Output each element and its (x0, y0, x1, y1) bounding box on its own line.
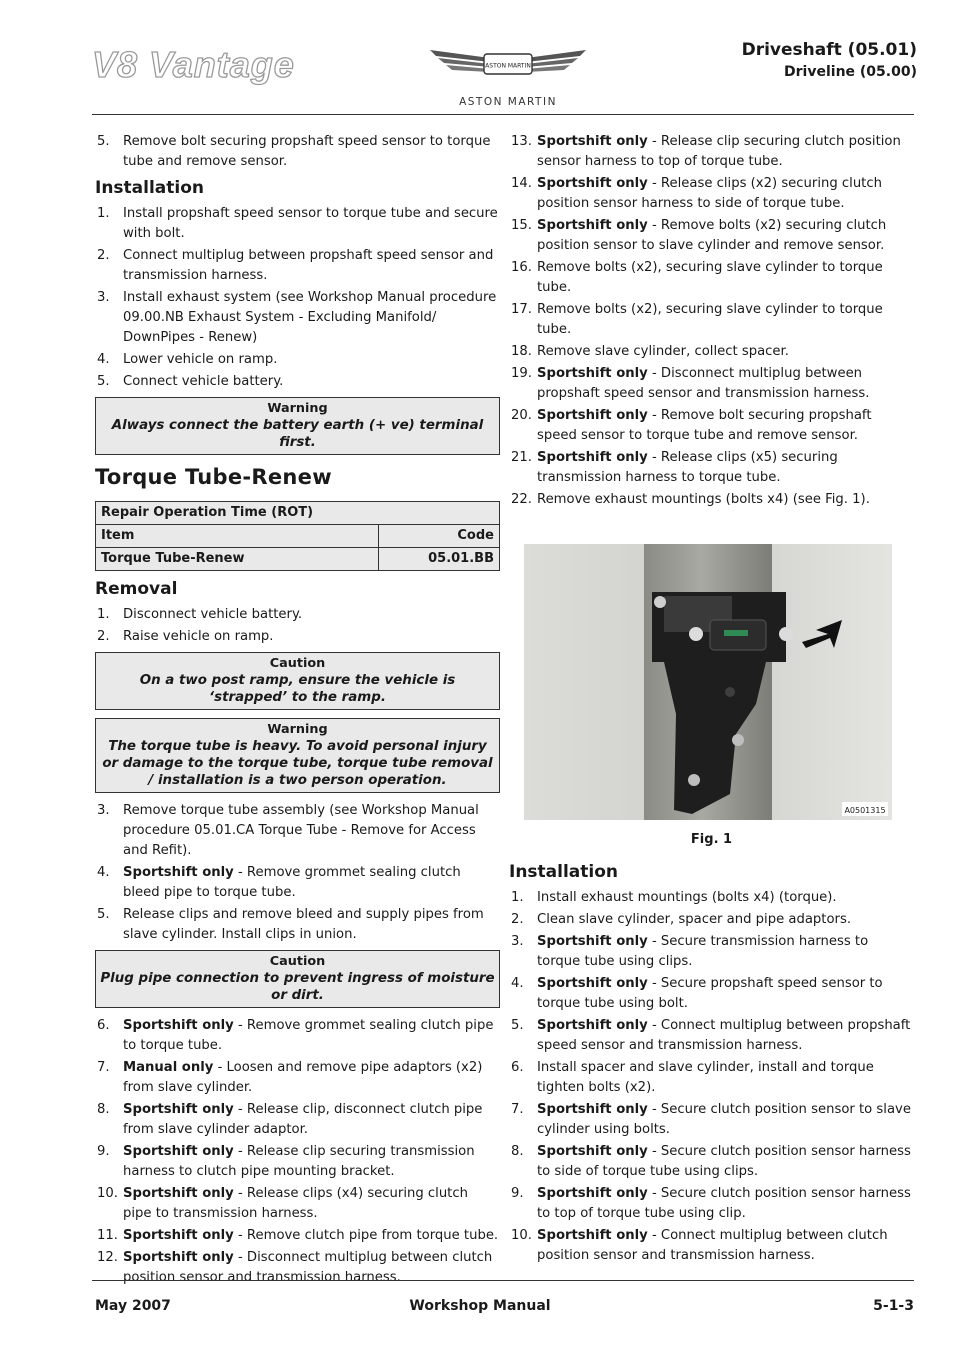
list-item (95, 605, 500, 625)
step-qualifier: Sportshift only (537, 934, 648, 949)
step-text: Install exhaust system (see Workshop Manual procedure 09.00.NB Exhaust System - Excluding Manifold/ DownPipes - Renew) (123, 290, 497, 345)
step-number: 1. (511, 890, 524, 905)
step-number: 10. (97, 1186, 118, 1201)
step-text: - Release clip securing transmission harness to clutch pipe mounting bracket. (123, 1144, 475, 1179)
step-number: 11. (97, 1228, 118, 1243)
wings-icon (428, 40, 588, 94)
step-qualifier: Sportshift only (537, 450, 648, 465)
box-title: Warning (267, 401, 328, 416)
table-cell: Torque Tube-Renew (96, 548, 379, 571)
step-number: 4. (97, 352, 110, 367)
step-text: Remove exhaust mountings (bolts x4) (see Fig. 1). (537, 492, 870, 507)
step-number: 17. (511, 302, 532, 317)
list-item (95, 863, 500, 903)
table-row (96, 525, 500, 548)
step-text: - Remove grommet sealing clutch pipe to torque tube. (123, 1018, 494, 1053)
step-number: 9. (511, 1186, 524, 1201)
list-item (509, 490, 914, 510)
step-text: - Disconnect multiplug between clutch position sensor and transmission harness. (123, 1250, 493, 1285)
subsection-title: Driveline (05.00) (784, 64, 917, 80)
caution-box (95, 950, 500, 1008)
list-item (509, 1226, 914, 1266)
step-text: - Release clips (x4) securing clutch pipe to transmission harness. (123, 1186, 468, 1221)
step-qualifier: Sportshift only (537, 976, 648, 991)
step-qualifier: Sportshift only (123, 865, 234, 880)
table-cell: Item (96, 525, 379, 548)
section-heading: Removal (95, 579, 178, 599)
list-item (509, 258, 914, 298)
section-heading: Installation (95, 178, 205, 198)
step-qualifier: Sportshift only (537, 1102, 648, 1117)
step-text: Install spacer and slave cylinder, install and torque tighten bolts (x2). (537, 1060, 874, 1095)
box-body: Plug pipe connection to prevent ingress of moisture or dirt. (100, 971, 495, 1003)
step-text: - Remove clutch pipe from torque tube. (233, 1228, 499, 1243)
step-number: 13. (511, 134, 532, 149)
step-text: Install propshaft speed sensor to torque tube and secure with bolt. (123, 206, 498, 241)
step-list (95, 605, 500, 647)
list-item (95, 905, 500, 945)
step-list (95, 132, 500, 172)
caution-box (95, 652, 500, 710)
page-header (0, 0, 960, 115)
step-number: 5. (97, 374, 110, 389)
step-text: Raise vehicle on ramp. (123, 629, 274, 644)
list-item (509, 888, 914, 908)
step-text: - Release clip, disconnect clutch pipe from slave cylinder adaptor. (123, 1102, 483, 1137)
step-list (509, 888, 914, 1266)
step-text: Connect multiplug between propshaft speed sensor and transmission harness. (123, 248, 494, 283)
step-qualifier: Sportshift only (123, 1250, 234, 1265)
step-number: 8. (97, 1102, 110, 1117)
step-list (95, 204, 500, 392)
step-number: 1. (97, 607, 110, 622)
step-qualifier: Manual only (123, 1060, 214, 1075)
list-item (509, 1184, 914, 1224)
brand-logo (428, 40, 588, 108)
step-text: - Connect multiplug between clutch position sensor and transmission harness. (537, 1228, 888, 1263)
step-qualifier: Sportshift only (123, 1228, 234, 1243)
step-number: 19. (511, 366, 532, 381)
list-item (509, 1058, 914, 1098)
step-text: Release clips and remove bleed and supply pipes from slave cylinder. Install clips in union. (123, 907, 484, 942)
step-text: Remove torque tube assembly (see Workshop Manual procedure 05.01.CA Torque Tube - Remove for Access and Refit). (123, 803, 479, 858)
warning-box (95, 397, 500, 455)
table-cell: Code (379, 525, 500, 548)
step-text: - Remove bolt securing propshaft speed sensor to torque tube and remove sensor. (537, 408, 872, 443)
list-item (509, 1016, 914, 1056)
step-text: Connect vehicle battery. (123, 374, 284, 389)
right-column (509, 132, 914, 1268)
step-number: 2. (97, 629, 110, 644)
step-number: 2. (511, 912, 524, 927)
step-number: 8. (511, 1144, 524, 1159)
step-text: Disconnect vehicle battery. (123, 607, 303, 622)
step-qualifier: Sportshift only (537, 1018, 648, 1033)
section-heading: Installation (509, 862, 619, 882)
step-number: 21. (511, 450, 532, 465)
step-number: 6. (511, 1060, 524, 1075)
step-qualifier: Sportshift only (123, 1102, 234, 1117)
list-item (95, 132, 500, 172)
step-number: 4. (511, 976, 524, 991)
step-number: 7. (511, 1102, 524, 1117)
step-list (95, 1016, 500, 1288)
list-item (509, 132, 914, 172)
step-number: 5. (511, 1018, 524, 1033)
brand-name: ASTON MARTIN (459, 96, 557, 108)
footer-manual: Workshop Manual (409, 1298, 551, 1314)
section-title: Driveshaft (05.01) (741, 40, 917, 60)
step-qualifier: Sportshift only (123, 1144, 234, 1159)
figure-code: A0501315 (844, 806, 886, 815)
step-number: 5. (97, 134, 110, 149)
model-logo: V8 Vantage (92, 44, 295, 85)
step-qualifier: Sportshift only (537, 408, 648, 423)
step-number: 1. (97, 206, 110, 221)
step-qualifier: Sportshift only (537, 134, 648, 149)
list-item (95, 1142, 500, 1182)
list-item (95, 1184, 500, 1224)
list-item (95, 1016, 500, 1056)
step-qualifier: Sportshift only (537, 1144, 648, 1159)
list-item (95, 288, 500, 348)
step-number: 9. (97, 1144, 110, 1159)
header-divider (92, 114, 914, 115)
step-text: - Secure clutch position sensor harness to top of torque tube using clip. (537, 1186, 911, 1221)
step-text: - Secure clutch position sensor to slave cylinder using bolts. (537, 1102, 911, 1137)
list-item (509, 364, 914, 404)
step-qualifier: Sportshift only (537, 218, 648, 233)
step-list (509, 132, 914, 510)
list-item (509, 1100, 914, 1140)
step-number: 20. (511, 408, 532, 423)
box-title: Caution (269, 954, 326, 969)
table-row (96, 502, 500, 525)
list-item (509, 216, 914, 256)
step-text: Clean slave cylinder, spacer and pipe adaptors. (537, 912, 852, 927)
step-number: 10. (511, 1228, 532, 1243)
step-number: 6. (97, 1018, 110, 1033)
box-body: On a two post ramp, ensure the vehicle is ‘strapped’ to the ramp. (139, 673, 456, 705)
step-number: 3. (97, 290, 110, 305)
step-number: 5. (97, 907, 110, 922)
step-qualifier: Sportshift only (537, 176, 648, 191)
list-item (95, 1248, 500, 1288)
rot-table (95, 501, 500, 571)
footer-divider (92, 1280, 914, 1281)
step-text: - Release clips (x5) securing transmission harness to torque tube. (537, 450, 838, 485)
step-text: Install exhaust mountings (bolts x4) (torque). (537, 890, 837, 905)
step-text: - Disconnect multiplug between propshaft speed sensor and transmission harness. (537, 366, 870, 401)
step-text: Remove slave cylinder, collect spacer. (537, 344, 789, 359)
list-item (509, 406, 914, 446)
box-body: Always connect the battery earth (+ ve) terminal first. (111, 418, 484, 450)
step-number: 14. (511, 176, 532, 191)
box-title: Warning (267, 722, 328, 737)
list-item (95, 1100, 500, 1140)
step-number: 18. (511, 344, 532, 359)
step-qualifier: Sportshift only (537, 1186, 648, 1201)
step-text: Lower vehicle on ramp. (123, 352, 278, 367)
box-body: The torque tube is heavy. To avoid personal injury or damage to the torque tube, torque tube removal / installation is a two person operation. (102, 739, 493, 788)
warning-box (95, 718, 500, 793)
step-text: - Connect multiplug between propshaft speed sensor and transmission harness. (537, 1018, 911, 1053)
step-text: - Remove grommet sealing clutch bleed pipe to torque tube. (123, 865, 461, 900)
list-item (509, 974, 914, 1014)
list-item (95, 204, 500, 244)
step-text: - Remove bolts (x2) securing clutch position sensor to slave cylinder and remove sensor. (537, 218, 887, 253)
step-number: 2. (97, 248, 110, 263)
list-item (509, 448, 914, 488)
list-item (95, 801, 500, 861)
step-list (95, 801, 500, 945)
list-item (95, 350, 500, 370)
step-number: 22. (511, 492, 532, 507)
footer-page: 5-1-3 (873, 1298, 914, 1314)
list-item (95, 627, 500, 647)
list-item (509, 1142, 914, 1182)
exhaust-mounting-illustration (524, 544, 892, 820)
step-text: Remove bolts (x2), securing slave cylinder to torque tube. (537, 302, 883, 337)
list-item (509, 174, 914, 214)
footer-date: May 2007 (95, 1298, 171, 1314)
list-item (95, 246, 500, 286)
list-item (509, 300, 914, 340)
step-qualifier: Sportshift only (123, 1018, 234, 1033)
step-number: 15. (511, 218, 532, 233)
step-text: - Loosen and remove pipe adaptors (x2) from slave cylinder. (123, 1060, 483, 1095)
list-item (95, 1226, 500, 1246)
step-text: Remove bolt securing propshaft speed sensor to torque tube and remove sensor. (123, 134, 491, 169)
step-number: 3. (97, 803, 110, 818)
box-title: Caution (269, 656, 326, 671)
step-qualifier: Sportshift only (537, 1228, 648, 1243)
step-number: 4. (97, 865, 110, 880)
table-row (96, 548, 500, 571)
figure-photo (524, 544, 892, 820)
step-number: 3. (511, 934, 524, 949)
badge-text: ASTON MARTIN (485, 62, 531, 70)
list-item (509, 910, 914, 930)
step-number: 7. (97, 1060, 110, 1075)
step-text: - Release clip securing clutch position sensor harness to top of torque tube. (537, 134, 901, 169)
list-item (95, 1058, 500, 1098)
step-text: - Secure propshaft speed sensor to torque tube using bolt. (537, 976, 883, 1011)
list-item (95, 372, 500, 392)
figure-caption: Fig. 1 (690, 832, 733, 847)
procedure-title: Torque Tube-Renew (95, 465, 332, 489)
table-cell: 05.01.BB (379, 548, 500, 571)
step-qualifier: Sportshift only (123, 1186, 234, 1201)
step-number: 16. (511, 260, 532, 275)
table-header: Repair Operation Time (ROT) (96, 502, 500, 525)
step-qualifier: Sportshift only (537, 366, 648, 381)
left-column (95, 132, 500, 1290)
step-number: 12. (97, 1250, 118, 1265)
list-item (509, 342, 914, 362)
list-item (509, 932, 914, 972)
step-text: Remove bolts (x2), securing slave cylinder to torque tube. (537, 260, 883, 295)
step-text: - Secure clutch position sensor harness to side of torque tube using clips. (537, 1144, 911, 1179)
step-text: - Secure transmission harness to torque tube using clips. (537, 934, 869, 969)
step-text: - Release clips (x2) securing clutch position sensor harness to side of torque tube. (537, 176, 882, 211)
